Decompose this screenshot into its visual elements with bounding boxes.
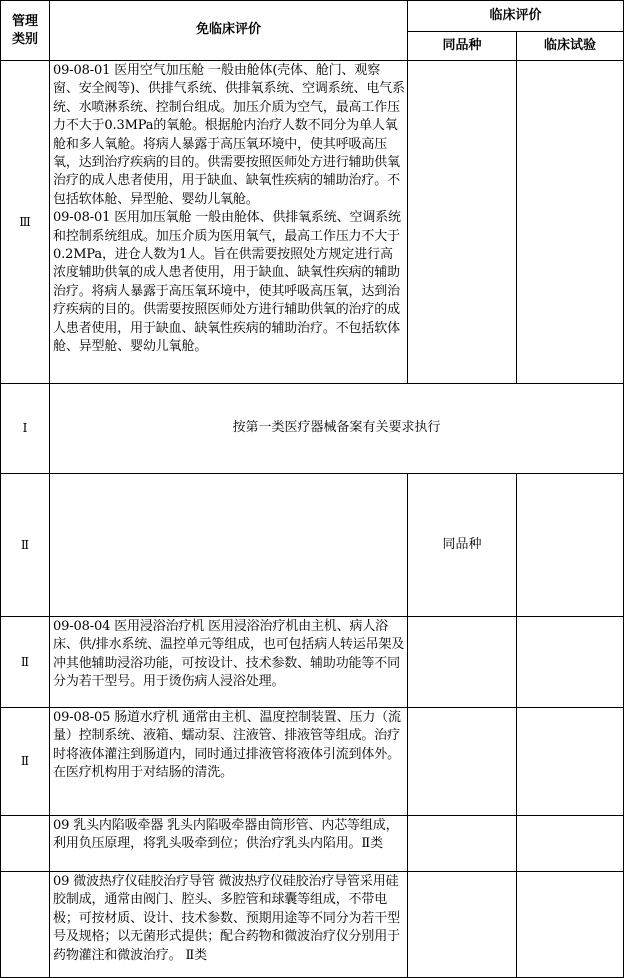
description-text: 09-08-01 医用空气加压舱 一般由舱体(壳体、舱门、观察窗、安全阀等)、供排气系统、供排氧系统、空调系统、电气系统、水喷淋系统、控制台组成。加压介质为空气，最高工作压力不大于0.3MPa的氧舱。根据舱内治疗人数不同分为单人氧舱和多人氧舱。将病人暴露于高压氧环境中，使其呼吸高压氧，达到治疗疾病的目的。供需要按照医师处方进行辅助供氧治疗的成人患者使用，用于缺血、缺氧性疾病的辅助治疗。不包括软体舱、异型舱、婴幼儿氧舱。 09-08-01 医用加压氧舱 一般由舱体、供排氧系统、空调系统和控制系统组成。加压介质为医用氧气，最高工作压力不大于0.2MPa，进仓人数为1人。旨在供需要按照处方规定进行高浓度辅助供氧的成人患者使用，用于缺血、缺氧性疾病的辅助治疗。将病人暴露于高压氧环境中，使其呼吸高压氧，达到治疗疾病的目的。供需要按照医师处方进行辅助供氧的治疗的成人患者使用，用于缺血、缺氧性疾病的辅助治疗。不包括软体舱、异型舱、婴幼儿氧舱。 xyxy=(53,63,405,355)
row-same-variety xyxy=(408,816,517,872)
table-row xyxy=(1,872,624,978)
row-description xyxy=(50,474,408,617)
table-row xyxy=(1,617,624,708)
row-class xyxy=(1,872,50,978)
row-clinical-trial xyxy=(517,872,624,978)
table-row xyxy=(1,708,624,816)
row-same-variety: 同品种 xyxy=(408,474,517,617)
row-description: 09-08-05 肠道水疗机 通常由主机、温度控制装置、压力（流量）控制系统、液箱、蠕动泵、注液管、排液管等组成。治疗时将液体灌注到肠道内，同时通过排液管将液体引流到体外。在医疗机构用于对结肠的清洗。 xyxy=(50,708,408,816)
row-class: Ⅰ xyxy=(1,384,50,474)
header-clinical-trial: 临床试验 xyxy=(517,32,624,61)
row-description: 09 微波热疗仪硅胶治疗导管 微波热疗仪硅胶治疗导管采用硅胶制成，通常由阀门、腔头、多腔管和球囊等组成，不带电极；可按材质、设计、技术参数、预期用途等不同分为若干型号及规格；以无菌形式提供；配合药物和微波治疗仪分别用于药物灌注和微波治疗。 Ⅱ类 xyxy=(50,872,408,978)
row-same-variety xyxy=(408,872,517,978)
row-same-variety xyxy=(408,61,517,384)
row-class xyxy=(1,816,50,872)
row-class: Ⅱ xyxy=(1,708,50,816)
row-clinical-trial xyxy=(517,816,624,872)
table-row xyxy=(1,816,624,872)
row-same-variety xyxy=(408,617,517,708)
header-clinical-evaluation: 临床评价 xyxy=(408,1,624,32)
header-exempt-clinical: 免临床评价 xyxy=(50,1,408,61)
row-clinical-trial xyxy=(517,474,624,617)
header-management-class xyxy=(1,1,50,61)
row-description: 09-08-04 医用浸浴治疗机 医用浸浴治疗机由主机、病人浴床、供/排水系统、温控单元等组成，也可包括病人转运吊架及冲其他辅助浸浴功能，可按设计、技术参数、辅助功能等不同分为若干型号。用于烫伤病人浸浴处理。 xyxy=(50,617,408,708)
header-same-variety: 同品种 xyxy=(408,32,517,61)
row-same-variety xyxy=(408,708,517,816)
row-description xyxy=(50,61,408,384)
table-row xyxy=(1,384,624,474)
table-row xyxy=(1,61,624,384)
row-clinical-trial xyxy=(517,708,624,816)
row-class: Ⅱ xyxy=(1,474,50,617)
row-description: 09 乳头内陷吸牵器 乳头内陷吸牵器由筒形管、内芯等组成，利用负压原理，将乳头吸牵到位；供治疗乳头内陷用。Ⅱ类 xyxy=(50,816,408,872)
row-clinical-trial xyxy=(517,61,624,384)
row-class: Ⅱ xyxy=(1,617,50,708)
row-clinical-trial xyxy=(517,617,624,708)
row-merged-note: 按第一类医疗器械备案有关要求执行 xyxy=(50,384,624,474)
table-row xyxy=(1,474,624,617)
header-class-label: 管理类别 xyxy=(11,13,38,47)
row-class: Ⅲ xyxy=(1,61,50,384)
